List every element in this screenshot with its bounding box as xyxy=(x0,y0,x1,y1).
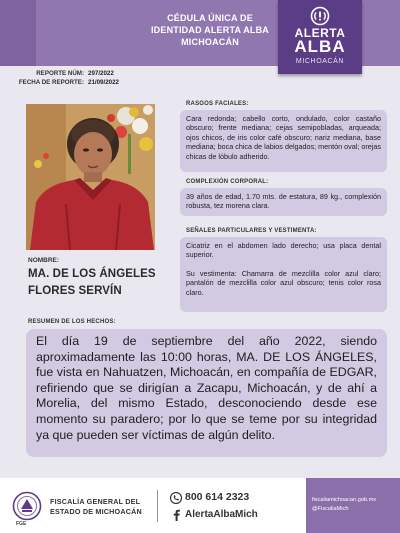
logo-text-alba: ALBA xyxy=(294,37,346,56)
summary-label: RESUMEN DE LOS HECHOS: xyxy=(28,319,116,325)
report-number: 297/2022 xyxy=(88,70,114,77)
report-date: 21/09/2022 xyxy=(88,79,119,86)
website-link[interactable]: fiscaliamichoacan.gob.mx xyxy=(312,497,377,503)
marks-clothing-box xyxy=(180,237,387,312)
logo-text-alerta: ALERTA xyxy=(294,26,346,40)
document-title xyxy=(120,12,300,48)
facebook-handle[interactable]: AlertaAlbaMich xyxy=(185,509,258,520)
facial-features-label: RASGOS FACIALES: xyxy=(186,101,249,107)
footer xyxy=(0,478,400,533)
footer-contact-panel xyxy=(306,478,400,533)
body-complexion-label: COMPLEXIÓN CORPORAL: xyxy=(186,179,269,185)
title-line-2: IDENTIDAD ALERTA ALBA xyxy=(150,25,270,35)
clothing-text: Su vestimenta: Chamarra de mezclilla color azul claro; pantalón de mezclilla color azul obscuro; tenis color rosa claro. xyxy=(186,268,381,297)
org-name-line-1: FISCALÍA GENERAL DEL xyxy=(50,497,141,506)
logo-text-state: MICHOACÁN xyxy=(295,58,345,65)
hotline-number[interactable]: 800 614 2323 xyxy=(185,491,250,503)
report-date-label: FECHA DE REPORTE: xyxy=(18,79,84,86)
twitter-handle[interactable]: @FiscaliaMich xyxy=(312,505,349,512)
summary-text: El día 19 de septiembre del año 2022, siendo aproximadamente las 10:00 horas, MA. DE LOS ÁNGELES, fue vista en Nahuatzen, Michoacán, en compañía de EDGAR, refiriendo que se dirigían a Zacapu, Michoacán, y de ahí a Morelia, del mismo Estado, desconociendo desde ese momento su paradero; por lo que se teme por su integridad ya que pueden ser víctimas de algún delito. xyxy=(36,334,377,442)
report-meta xyxy=(14,69,119,87)
person-name-line-1: MA. DE LOS ÁNGELES xyxy=(28,268,156,280)
report-number-label: REPORTE NÚM: xyxy=(36,70,84,77)
facebook-icon xyxy=(172,509,181,521)
header-banner xyxy=(0,0,400,66)
particular-marks-text: Cicatriz en el abdomen lado derecho; usa placa dental superior. xyxy=(186,241,381,260)
org-name-line-2: ESTADO DE MICHOACÁN xyxy=(50,507,142,516)
body-complexion-box xyxy=(180,188,387,216)
title-line-1: CÉDULA ÚNICA DE xyxy=(167,13,253,23)
person-photo-illustration xyxy=(26,104,155,250)
alert-signal-icon xyxy=(310,6,330,26)
header-stripe xyxy=(0,0,36,66)
person-photo xyxy=(26,104,155,250)
footer-divider xyxy=(157,490,158,522)
facial-features-text: Cara redonda; cabello corto, ondulado, color castaño obscuro; frente mediana; cejas semipobladas, arqueada; ojos chicos, de iris color café obscuro; nariz mediana, base mediana; boca chica de labios delgados; mentón oval; orejas chicas de lóbulo adherido. xyxy=(186,114,381,161)
seal-text: FGE xyxy=(16,521,27,527)
name-label: NOMBRE: xyxy=(28,257,60,264)
title-line-3: MICHOACÁN xyxy=(181,37,239,47)
facial-features-box xyxy=(180,110,387,172)
state-seal-icon xyxy=(12,491,42,521)
summary-box xyxy=(26,329,387,457)
marks-clothing-label: SEÑALES PARTICULARES Y VESTIMENTA: xyxy=(186,228,317,234)
person-name-line-2: FLORES SERVÍN xyxy=(28,285,122,297)
body-complexion-text: 39 años de edad, 1.70 mts. de estatura, 89 kg., complexión robusta, tez morena clara. xyxy=(186,192,381,211)
alerta-alba-logo xyxy=(278,0,362,74)
phone-icon xyxy=(170,492,182,504)
